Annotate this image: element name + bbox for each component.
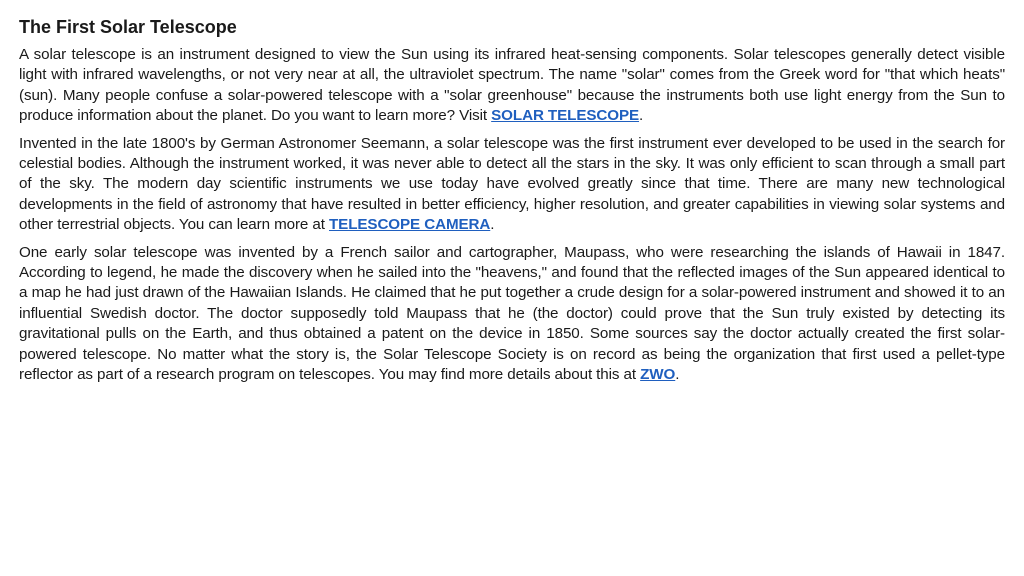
paragraph-intro	[19, 45, 1005, 127]
solar-telescope-link[interactable]: SOLAR TELESCOPE	[491, 107, 640, 125]
zwo-link[interactable]: ZWO	[640, 366, 676, 384]
paragraph-end: .	[675, 366, 680, 384]
paragraph-legend	[19, 243, 1005, 386]
paragraph-text: A solar telescope is an instrument designed to view the Sun using its infrared heat-sensing components. Solar telescopes generally detect visible light with infrared wavelengths, or not very near at all, the ultraviolet spectrum. The name "solar" comes from the Greek word for "that which heats" (sun). Many people confuse a solar-powered telescope with a "solar greenhouse" because the instruments both use light energy from the Sun to produce information about the planet. Do you want to learn more? Visit	[19, 46, 1005, 125]
paragraph-end: .	[639, 107, 644, 125]
telescope-camera-link[interactable]: TELESCOPE CAMERA	[329, 216, 491, 234]
paragraph-text: Invented in the late 1800's by German Astronomer Seemann, a solar telescope was the first instrument ever developed to be used in the search for celestial bodies. Although the instrument worked, it was never able to detect all the stars in the sky. It was only efficient to scan through a small part of the sky. The modern day scientific instruments we use today have evolved greatly since that time. There are many new technological developments in the field of astronomy that have resulted in better efficiency, higher resolution, and greater capabilities in viewing solar systems and other terrestrial objects. You can learn more at	[19, 134, 1005, 234]
page-title: The First Solar Telescope	[19, 17, 237, 37]
paragraph-end: .	[490, 216, 495, 234]
document-page	[19, 14, 1005, 393]
paragraph-history	[19, 134, 1005, 236]
paragraph-text: One early solar telescope was invented by a French sailor and cartographer, Maupass, who were researching the islands of Hawaii in 1847. According to legend, he made the discovery when he sailed into the "heavens," and found that the reflected images of the Sun appeared identical to a map he had just drawn of the Hawaiian Islands. He claimed that he put together a crude design for a solar-powered instrument and showed it to an influential Swedish doctor. The doctor supposedly told Maupass that he (the doctor) could prove that the Sun truly existed by detecting its gravitational pulls on the Earth, and thus obtained a patent on the device in 1850. Some sources say the doctor actually created the first solar-powered telescope. No matter what the story is, the Solar Telescope Society is on record as being the organization that first used a pellet-type reflector as part of a research program on telescopes. You may find more details about this at	[19, 243, 1005, 384]
